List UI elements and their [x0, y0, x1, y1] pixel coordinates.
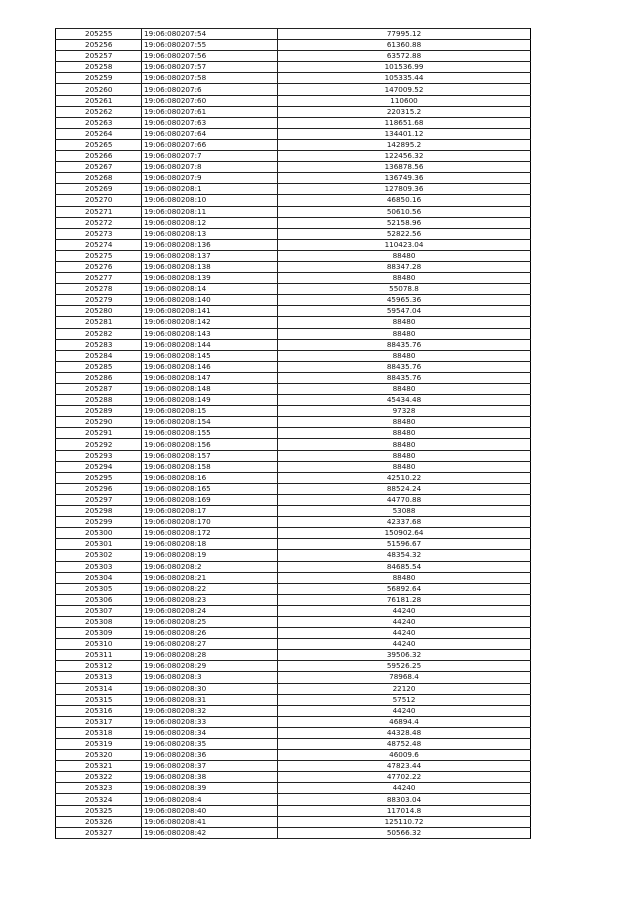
id-cell: 205301	[56, 539, 142, 550]
id-cell: 205289	[56, 406, 142, 417]
value-cell: 46009.6	[278, 750, 531, 761]
value-cell: 51596.67	[278, 539, 531, 550]
timestamp-cell: 19:06:080208:139	[142, 273, 278, 284]
id-cell: 205282	[56, 328, 142, 339]
value-cell: 88480	[278, 273, 531, 284]
table-row	[56, 716, 531, 727]
table-row	[56, 572, 531, 583]
value-cell: 22120	[278, 683, 531, 694]
value-cell: 63572.88	[278, 51, 531, 62]
id-cell: 205325	[56, 805, 142, 816]
table-row	[56, 306, 531, 317]
value-cell: 59547.04	[278, 306, 531, 317]
value-cell: 117014.8	[278, 805, 531, 816]
table-row	[56, 439, 531, 450]
timestamp-cell: 19:06:080208:169	[142, 494, 278, 505]
value-cell: 44240	[278, 783, 531, 794]
timestamp-cell: 19:06:080207:63	[142, 117, 278, 128]
timestamp-cell: 19:06:080207:60	[142, 95, 278, 106]
table-row	[56, 395, 531, 406]
value-cell: 59526.25	[278, 661, 531, 672]
table-row	[56, 772, 531, 783]
timestamp-cell: 19:06:080208:4	[142, 794, 278, 805]
id-cell: 205259	[56, 73, 142, 84]
data-table	[55, 28, 531, 839]
id-cell: 205267	[56, 162, 142, 173]
value-cell: 136878.56	[278, 162, 531, 173]
table-row	[56, 672, 531, 683]
timestamp-cell: 19:06:080208:157	[142, 450, 278, 461]
table-row	[56, 472, 531, 483]
value-cell: 84685.54	[278, 561, 531, 572]
table-row	[56, 750, 531, 761]
timestamp-cell: 19:06:080208:33	[142, 716, 278, 727]
value-cell: 88435.76	[278, 361, 531, 372]
table-row	[56, 151, 531, 162]
value-cell: 44240	[278, 639, 531, 650]
timestamp-cell: 19:06:080208:154	[142, 417, 278, 428]
id-cell: 205317	[56, 716, 142, 727]
value-cell: 57512	[278, 694, 531, 705]
timestamp-cell: 19:06:080208:39	[142, 783, 278, 794]
table-row	[56, 428, 531, 439]
timestamp-cell: 19:06:080207:8	[142, 162, 278, 173]
id-cell: 205312	[56, 661, 142, 672]
timestamp-cell: 19:06:080208:16	[142, 472, 278, 483]
value-cell: 78968.4	[278, 672, 531, 683]
table-row	[56, 628, 531, 639]
id-cell: 205283	[56, 339, 142, 350]
table-row	[56, 273, 531, 284]
table-row	[56, 528, 531, 539]
timestamp-cell: 19:06:080208:38	[142, 772, 278, 783]
id-cell: 205306	[56, 594, 142, 605]
table-row	[56, 40, 531, 51]
value-cell: 88480	[278, 461, 531, 472]
table-row	[56, 317, 531, 328]
timestamp-cell: 19:06:080208:41	[142, 816, 278, 827]
value-cell: 125110.72	[278, 816, 531, 827]
timestamp-cell: 19:06:080208:158	[142, 461, 278, 472]
timestamp-cell: 19:06:080207:66	[142, 139, 278, 150]
timestamp-cell: 19:06:080208:22	[142, 583, 278, 594]
table-row	[56, 84, 531, 95]
value-cell: 42337.68	[278, 517, 531, 528]
table-row	[56, 639, 531, 650]
timestamp-cell: 19:06:080208:144	[142, 339, 278, 350]
table-row	[56, 184, 531, 195]
value-cell: 45965.36	[278, 295, 531, 306]
value-cell: 105335.44	[278, 73, 531, 84]
timestamp-cell: 19:06:080208:12	[142, 217, 278, 228]
table-row	[56, 450, 531, 461]
table-row	[56, 727, 531, 738]
table-row	[56, 739, 531, 750]
timestamp-cell: 19:06:080208:29	[142, 661, 278, 672]
table-row	[56, 328, 531, 339]
value-cell: 101536.99	[278, 62, 531, 73]
timestamp-cell: 19:06:080207:55	[142, 40, 278, 51]
id-cell: 205294	[56, 461, 142, 472]
timestamp-cell: 19:06:080208:35	[142, 739, 278, 750]
table-row	[56, 494, 531, 505]
timestamp-cell: 19:06:080208:32	[142, 705, 278, 716]
table-row	[56, 594, 531, 605]
id-cell: 205291	[56, 428, 142, 439]
table-row	[56, 794, 531, 805]
table-row	[56, 217, 531, 228]
value-cell: 53088	[278, 506, 531, 517]
value-cell: 88303.04	[278, 794, 531, 805]
timestamp-cell: 19:06:080208:147	[142, 372, 278, 383]
timestamp-cell: 19:06:080208:37	[142, 761, 278, 772]
id-cell: 205272	[56, 217, 142, 228]
value-cell: 134401.12	[278, 128, 531, 139]
value-cell: 42510.22	[278, 472, 531, 483]
table-row	[56, 694, 531, 705]
table-row	[56, 705, 531, 716]
id-cell: 205269	[56, 184, 142, 195]
table-row	[56, 239, 531, 250]
id-cell: 205287	[56, 384, 142, 395]
value-cell: 110423.04	[278, 239, 531, 250]
timestamp-cell: 19:06:080208:31	[142, 694, 278, 705]
timestamp-cell: 19:06:080207:58	[142, 73, 278, 84]
table-row	[56, 827, 531, 838]
timestamp-cell: 19:06:080208:40	[142, 805, 278, 816]
value-cell: 77995.12	[278, 29, 531, 40]
timestamp-cell: 19:06:080207:61	[142, 106, 278, 117]
timestamp-cell: 19:06:080207:7	[142, 151, 278, 162]
id-cell: 205311	[56, 650, 142, 661]
value-cell: 142895.2	[278, 139, 531, 150]
timestamp-cell: 19:06:080207:57	[142, 62, 278, 73]
timestamp-cell: 19:06:080208:143	[142, 328, 278, 339]
table-row	[56, 761, 531, 772]
id-cell: 205305	[56, 583, 142, 594]
table-row	[56, 661, 531, 672]
timestamp-cell: 19:06:080208:1	[142, 184, 278, 195]
timestamp-cell: 19:06:080208:170	[142, 517, 278, 528]
id-cell: 205290	[56, 417, 142, 428]
timestamp-cell: 19:06:080208:28	[142, 650, 278, 661]
timestamp-cell: 19:06:080208:30	[142, 683, 278, 694]
timestamp-cell: 19:06:080207:54	[142, 29, 278, 40]
id-cell: 205277	[56, 273, 142, 284]
table-row	[56, 605, 531, 616]
table-row	[56, 816, 531, 827]
value-cell: 61360.88	[278, 40, 531, 51]
id-cell: 205315	[56, 694, 142, 705]
id-cell: 205266	[56, 151, 142, 162]
id-cell: 205288	[56, 395, 142, 406]
id-cell: 205319	[56, 739, 142, 750]
timestamp-cell: 19:06:080208:13	[142, 228, 278, 239]
id-cell: 205297	[56, 494, 142, 505]
value-cell: 45434.48	[278, 395, 531, 406]
timestamp-cell: 19:06:080208:141	[142, 306, 278, 317]
timestamp-cell: 19:06:080208:137	[142, 250, 278, 261]
table-row	[56, 583, 531, 594]
id-cell: 205322	[56, 772, 142, 783]
id-cell: 205280	[56, 306, 142, 317]
id-cell: 205255	[56, 29, 142, 40]
id-cell: 205262	[56, 106, 142, 117]
id-cell: 205310	[56, 639, 142, 650]
value-cell: 88480	[278, 450, 531, 461]
id-cell: 205324	[56, 794, 142, 805]
table-row	[56, 62, 531, 73]
value-cell: 44240	[278, 605, 531, 616]
timestamp-cell: 19:06:080208:172	[142, 528, 278, 539]
value-cell: 136749.36	[278, 173, 531, 184]
table-row	[56, 417, 531, 428]
id-cell: 205321	[56, 761, 142, 772]
value-cell: 88524.24	[278, 483, 531, 494]
table-row	[56, 106, 531, 117]
id-cell: 205327	[56, 827, 142, 838]
table-row	[56, 295, 531, 306]
id-cell: 205278	[56, 284, 142, 295]
id-cell: 205299	[56, 517, 142, 528]
id-cell: 205326	[56, 816, 142, 827]
table-row	[56, 550, 531, 561]
id-cell: 205320	[56, 750, 142, 761]
id-cell: 205284	[56, 350, 142, 361]
value-cell: 46894.4	[278, 716, 531, 727]
timestamp-cell: 19:06:080208:19	[142, 550, 278, 561]
id-cell: 205257	[56, 51, 142, 62]
timestamp-cell: 19:06:080208:18	[142, 539, 278, 550]
id-cell: 205293	[56, 450, 142, 461]
timestamp-cell: 19:06:080208:148	[142, 384, 278, 395]
value-cell: 88480	[278, 250, 531, 261]
value-cell: 88435.76	[278, 339, 531, 350]
id-cell: 205285	[56, 361, 142, 372]
timestamp-cell: 19:06:080208:36	[142, 750, 278, 761]
id-cell: 205296	[56, 483, 142, 494]
table-row	[56, 51, 531, 62]
timestamp-cell: 19:06:080208:23	[142, 594, 278, 605]
table-row	[56, 683, 531, 694]
timestamp-cell: 19:06:080208:156	[142, 439, 278, 450]
value-cell: 88480	[278, 417, 531, 428]
value-cell: 110600	[278, 95, 531, 106]
id-cell: 205264	[56, 128, 142, 139]
value-cell: 56892.64	[278, 583, 531, 594]
id-cell: 205316	[56, 705, 142, 716]
table-row	[56, 139, 531, 150]
table-row	[56, 173, 531, 184]
table-row	[56, 805, 531, 816]
value-cell: 44240	[278, 616, 531, 627]
table-row	[56, 128, 531, 139]
timestamp-cell: 19:06:080208:155	[142, 428, 278, 439]
value-cell: 44328.48	[278, 727, 531, 738]
table-row	[56, 350, 531, 361]
timestamp-cell: 19:06:080208:145	[142, 350, 278, 361]
id-cell: 205314	[56, 683, 142, 694]
timestamp-cell: 19:06:080208:2	[142, 561, 278, 572]
timestamp-cell: 19:06:080208:27	[142, 639, 278, 650]
value-cell: 88480	[278, 328, 531, 339]
timestamp-cell: 19:06:080208:10	[142, 195, 278, 206]
table-row	[56, 517, 531, 528]
timestamp-cell: 19:06:080208:138	[142, 261, 278, 272]
table-row	[56, 561, 531, 572]
timestamp-cell: 19:06:080208:142	[142, 317, 278, 328]
value-cell: 220315.2	[278, 106, 531, 117]
table-row	[56, 539, 531, 550]
value-cell: 88480	[278, 428, 531, 439]
table-row	[56, 206, 531, 217]
id-cell: 205302	[56, 550, 142, 561]
id-cell: 205313	[56, 672, 142, 683]
id-cell: 205271	[56, 206, 142, 217]
timestamp-cell: 19:06:080208:24	[142, 605, 278, 616]
value-cell: 44240	[278, 705, 531, 716]
table-row	[56, 384, 531, 395]
value-cell: 118651.68	[278, 117, 531, 128]
value-cell: 47823.44	[278, 761, 531, 772]
value-cell: 76181.28	[278, 594, 531, 605]
value-cell: 55078.8	[278, 284, 531, 295]
table-row	[56, 406, 531, 417]
value-cell: 88435.76	[278, 372, 531, 383]
id-cell: 205279	[56, 295, 142, 306]
table-row	[56, 372, 531, 383]
value-cell: 44240	[278, 628, 531, 639]
timestamp-cell: 19:06:080208:26	[142, 628, 278, 639]
table-row	[56, 616, 531, 627]
table-row	[56, 250, 531, 261]
id-cell: 205300	[56, 528, 142, 539]
value-cell: 44770.88	[278, 494, 531, 505]
timestamp-cell: 19:06:080208:25	[142, 616, 278, 627]
value-cell: 88480	[278, 317, 531, 328]
value-cell: 88480	[278, 572, 531, 583]
timestamp-cell: 19:06:080208:11	[142, 206, 278, 217]
value-cell: 88480	[278, 439, 531, 450]
id-cell: 205281	[56, 317, 142, 328]
value-cell: 47702.22	[278, 772, 531, 783]
id-cell: 205286	[56, 372, 142, 383]
value-cell: 88480	[278, 350, 531, 361]
table-row	[56, 461, 531, 472]
value-cell: 39506.32	[278, 650, 531, 661]
table-row	[56, 284, 531, 295]
table-row	[56, 650, 531, 661]
id-cell: 205265	[56, 139, 142, 150]
table-row	[56, 29, 531, 40]
id-cell: 205270	[56, 195, 142, 206]
id-cell: 205307	[56, 605, 142, 616]
timestamp-cell: 19:06:080208:165	[142, 483, 278, 494]
table-row	[56, 117, 531, 128]
id-cell: 205323	[56, 783, 142, 794]
id-cell: 205292	[56, 439, 142, 450]
id-cell: 205276	[56, 261, 142, 272]
value-cell: 147009.52	[278, 84, 531, 95]
timestamp-cell: 19:06:080208:149	[142, 395, 278, 406]
id-cell: 205295	[56, 472, 142, 483]
value-cell: 50610.56	[278, 206, 531, 217]
value-cell: 88480	[278, 384, 531, 395]
id-cell: 205304	[56, 572, 142, 583]
table-row	[56, 261, 531, 272]
table-row	[56, 339, 531, 350]
id-cell: 205258	[56, 62, 142, 73]
value-cell: 122456.32	[278, 151, 531, 162]
timestamp-cell: 19:06:080208:146	[142, 361, 278, 372]
id-cell: 205309	[56, 628, 142, 639]
value-cell: 150902.64	[278, 528, 531, 539]
id-cell: 205268	[56, 173, 142, 184]
id-cell: 205274	[56, 239, 142, 250]
timestamp-cell: 19:06:080208:17	[142, 506, 278, 517]
timestamp-cell: 19:06:080207:56	[142, 51, 278, 62]
table-row	[56, 73, 531, 84]
id-cell: 205275	[56, 250, 142, 261]
value-cell: 52822.56	[278, 228, 531, 239]
timestamp-cell: 19:06:080208:14	[142, 284, 278, 295]
timestamp-cell: 19:06:080208:42	[142, 827, 278, 838]
table-row	[56, 783, 531, 794]
id-cell: 205308	[56, 616, 142, 627]
value-cell: 127809.36	[278, 184, 531, 195]
timestamp-cell: 19:06:080207:64	[142, 128, 278, 139]
value-cell: 48354.32	[278, 550, 531, 561]
table-row	[56, 95, 531, 106]
id-cell: 205256	[56, 40, 142, 51]
timestamp-cell: 19:06:080208:140	[142, 295, 278, 306]
value-cell: 52158.96	[278, 217, 531, 228]
value-cell: 46850.16	[278, 195, 531, 206]
id-cell: 205261	[56, 95, 142, 106]
timestamp-cell: 19:06:080207:9	[142, 173, 278, 184]
table-body	[56, 29, 531, 839]
table-row	[56, 162, 531, 173]
timestamp-cell: 19:06:080208:136	[142, 239, 278, 250]
table-row	[56, 361, 531, 372]
id-cell: 205303	[56, 561, 142, 572]
timestamp-cell: 19:06:080207:6	[142, 84, 278, 95]
timestamp-cell: 19:06:080208:34	[142, 727, 278, 738]
table-row	[56, 195, 531, 206]
id-cell: 205260	[56, 84, 142, 95]
table-row	[56, 483, 531, 494]
timestamp-cell: 19:06:080208:3	[142, 672, 278, 683]
value-cell: 88347.28	[278, 261, 531, 272]
id-cell: 205318	[56, 727, 142, 738]
timestamp-cell: 19:06:080208:21	[142, 572, 278, 583]
id-cell: 205273	[56, 228, 142, 239]
value-cell: 48752.48	[278, 739, 531, 750]
id-cell: 205298	[56, 506, 142, 517]
timestamp-cell: 19:06:080208:15	[142, 406, 278, 417]
value-cell: 50566.32	[278, 827, 531, 838]
table-row	[56, 228, 531, 239]
value-cell: 97328	[278, 406, 531, 417]
id-cell: 205263	[56, 117, 142, 128]
table-row	[56, 506, 531, 517]
